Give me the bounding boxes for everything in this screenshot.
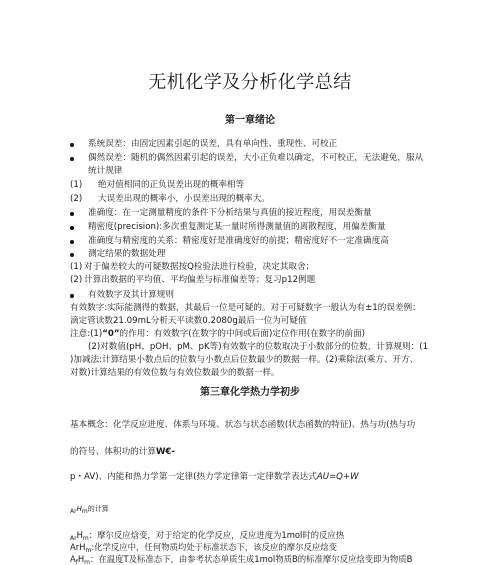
relation-item: 准确度与精密度的关系：精密度好是准确度好的前提；精密度好不一定准确度高: [88, 236, 389, 246]
note-prefix: 注意:(1): [70, 329, 103, 339]
list-number: (1): [70, 180, 83, 190]
list-number: (2): [70, 275, 83, 285]
concepts-line-2: [70, 447, 175, 458]
concepts-line-3: [70, 472, 359, 483]
note2-line-1: (2)对数值(pH、pOH、pM、pK等)有效数字的位数取决于小数部分的位数，计算规则：(1: [88, 342, 429, 352]
delta-symbol: A: [70, 508, 75, 515]
subscript: r: [74, 508, 77, 515]
data-processing-step-1: 对于偏差较大的可疑数据按Q检验法进行检验，决定其取舍；: [84, 262, 315, 272]
subscript: r: [74, 535, 77, 542]
document-title: 无机化学及分析化学总结: [148, 72, 352, 93]
heading-text: 的计算: [87, 505, 109, 513]
work-formula: W€-: [155, 447, 175, 457]
list-number: (1): [70, 262, 83, 272]
enthalpy-symbol: H: [76, 505, 82, 513]
bullet-icon: [70, 253, 74, 257]
subscript: m: [85, 547, 92, 554]
subscript: m: [84, 559, 91, 565]
data-processing-item: 测定结果的数据处理: [88, 249, 166, 259]
precision-item: 精密度(precision):多次重复测定某一量时所得测量值的离散程度，用偏差衡量: [88, 222, 386, 232]
chapter3-heading: 第三章化学热力学初步: [200, 387, 300, 398]
sig-fig-example: 滴定管读数21.09mL分析天平读数0.2080g最后一位为可疑值: [70, 316, 307, 326]
data-processing-step-2: 计算出数据的平均值、平均偏差与标准偏差等；复习p12例题: [84, 275, 316, 285]
sig-fig-definition: 有效数字:实际能测得的数据，其最后一位是可疑的。对于可疑数字一般认为有±1的误差例：: [70, 303, 421, 313]
random-error-rule-1: 绝对值相同的正负误差出现的概率相等: [98, 180, 245, 190]
note-rest: 的作用：有效数字(在数字的中间或后面)定位作用(在数字的前面): [119, 329, 365, 339]
concepts-line-1: 基本概念：化学反应进度、体系与环境、状态与状态函数(状态函数的特征)、热与功(热与功: [70, 420, 416, 430]
definition-text: ：在温度T及标准态下，由参考状态单质生成1mol物质B的标准摩尔反应焓变即为物质B: [90, 554, 413, 564]
enthalpy-symbol: ArH: [70, 542, 86, 552]
note-line: [70, 329, 365, 340]
note-zero: “0”: [102, 329, 120, 339]
note2-line-2: )加减法:计算结果小数点后的位数与小数点后位数最少的数据一样。(2)乘除法(乘方、开方、: [70, 355, 419, 365]
list-number: (2): [70, 194, 83, 204]
enthalpy-symbol: H: [77, 554, 85, 564]
bullet-icon: [70, 212, 74, 216]
concepts-text: 的符号、体积功的计算: [70, 447, 156, 457]
concepts-text: p・AV)、内能和热力学第一定律(热力学定律第一定律数学表达式: [70, 472, 317, 482]
subscript: f: [75, 559, 78, 565]
subscript: m: [81, 508, 88, 515]
delta-symbol: A: [70, 554, 76, 564]
sig-fig-item: 有效数字及其计算规则: [88, 290, 174, 300]
definition-text: :化学反应中，任何物质均处于标准状态下，该反应的摩尔反应焓变: [91, 542, 338, 552]
bullet-icon: [70, 143, 74, 147]
first-law-formula: AU=Q+W: [316, 472, 359, 482]
subscript: m: [82, 535, 89, 542]
enthalpy-calc-heading: [70, 505, 109, 516]
delta-symbol: A: [70, 535, 75, 542]
systematic-error-item: 系统误差：由固定因素引起的误差，具有单向性、重现性、可校正: [88, 139, 338, 149]
bullet-icon: [70, 157, 74, 161]
enthalpy-symbol: H: [76, 530, 83, 540]
accuracy-item: 准确度：在一定测量精度的条件下分析结果与真值的接近程度，用误差衡量: [88, 208, 372, 218]
random-error-item-continued: 统计规律: [88, 166, 123, 176]
bullet-icon: [70, 226, 74, 230]
bullet-icon: [70, 294, 74, 298]
definition-text: ：摩尔反应焓变，对于给定的化学反应，反应进度为1mol时的反应热: [88, 530, 345, 540]
note2-line-3: 对数)计算结果的有效位数与有效位数最少的数据一样。: [70, 368, 280, 378]
chapter1-heading: 第一章绪论: [225, 115, 275, 126]
formation-enthalpy-definition: [70, 554, 412, 565]
bullet-icon: [70, 240, 74, 244]
random-error-rule-2: 大误差出现的概率小，小误差出现的概率大。: [98, 194, 270, 204]
random-error-item: 偶然误差：随机的偶然因素引起的误差，大小正负难以确定，不可校正，无法避免，服从: [88, 153, 424, 163]
